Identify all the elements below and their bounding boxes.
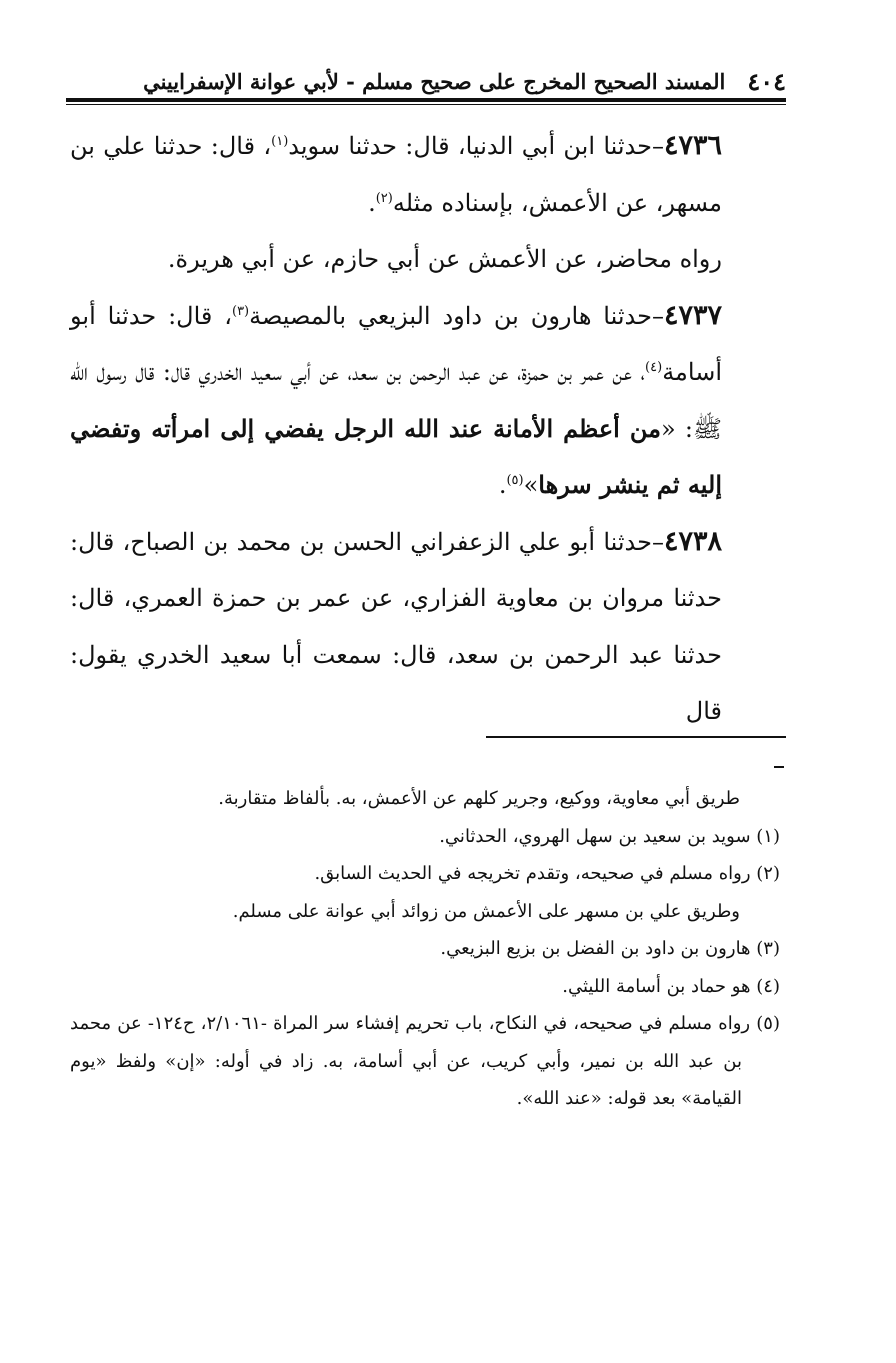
hadith-text: حدثنا هارون بن داود البزيعي بالمصيصة <box>249 301 652 330</box>
hadith-number: ٤٧٣٦ <box>663 130 722 161</box>
footnote-4: (٤) هو حماد بن أسامة الليثي. <box>562 975 780 997</box>
running-title: المسند الصحيح المخرج على صحيح مسلم - لأبي عوانة الإسفراييني <box>143 68 726 94</box>
footnote-marker: (٣) <box>231 303 250 319</box>
continuation-dash <box>774 766 784 768</box>
footnote-3: (٣) هارون بن داود بن الفضل بن بزيع البزيعي. <box>440 938 780 959</box>
footnote-separator <box>486 736 786 738</box>
main-text <box>70 118 780 740</box>
hadith-text: ، قال: حدثنا أبو أسامة <box>70 301 722 386</box>
hadith-number: ٤٧٣٨ <box>663 525 722 557</box>
hadith-text: حدثنا ابن أبي الدنيا، قال: حدثنا سويد <box>288 132 652 160</box>
hadith-text: حدثنا أبو علي الزعفراني الحسن بن محمد بن الصباح، قال: حدثنا مروان بن معاوية الفزاري، عن عمر بن حمزة العمري، قال: حدثنا عبد الرحمن بن سعد، قال: سمعت أبا سعيد الخدري يقول: قال <box>70 527 722 725</box>
footnote-1: (١) سويد بن سعيد بن سهل الهروي، الحدثاني. <box>439 825 780 847</box>
hadith-text: ، عن عمر بن حمزة، عن عبد الرحمن بن سعد، عن أبي سعيد الخدري قال: قال رسول الله ﷺ: « <box>70 358 722 443</box>
hadith-4737: ٤٧٣٧–حدثنا هارون بن داود البزيعي بالمصيصة$^{(٣)}$، قال: حدثنا أبو أسامة$^{(٤)}$، عن عمر بن حمزة، عن عبد الرحمن بن سعد، عن أبي سعيد الخدري قال: قال رسول الله ﷺ: «من أعظم الأمانة عند الله الرجل يفضي إلى امرأته وتفضي إليه ثم ينشر سرها»$^{(٥)}$. <box>70 299 722 499</box>
header-rule-thin <box>66 104 786 105</box>
page-number: ٤٠٤ <box>747 66 786 96</box>
hadith-4738: ٤٧٣٨–حدثنا أبو علي الزعفراني الحسن بن محمد بن الصباح، قال: حدثنا مروان بن معاوية الفزاري، عن عمر بن حمزة العمري، قال: حدثنا عبد الرحمن بن سعد، قال: سمعت أبا سعيد الخدري يقول: قال <box>70 525 722 725</box>
footnote-marker: (٥) <box>506 473 524 488</box>
footnote-marker: (٢) <box>375 190 393 206</box>
running-header <box>66 62 786 100</box>
footnote-marker: (١) <box>271 134 289 149</box>
prophetic-saying: من أعظم الأمانة عند الله الرجل يفضي إلى امرأته وتفضي إليه ثم ينشر سرها <box>70 413 722 499</box>
footnote-5: (٥) رواه مسلم في صحيحه، في النكاح، باب تحريم إفشاء سر المراة -٢/١٠٦١، ح١٢٤- عن محمد بن عبد الله بن نمير، وأبي كريب، عن أبي أسامة، به. زاد في أوله: «إن» ولفظ «يوم القيامة» بعد قوله: «عند الله». <box>70 1013 780 1109</box>
footnotes <box>70 780 780 1118</box>
footnote-marker: (٤) <box>645 360 663 375</box>
footnote-2: (٢) رواه مسلم في صحيحه، وتقدم تخريجه في الحديث السابق. <box>314 863 780 884</box>
hadith-number: ٤٧٣٧ <box>663 299 722 331</box>
footnote-2-continued: وطريق علي بن مسهر على الأعمش من زوائد أبي عوانة على مسلم. <box>232 900 740 922</box>
hadith-4736: ٤٧٣٦–حدثنا ابن أبي الدنيا، قال: حدثنا سويد$^{(١)}$، قال: حدثنا علي بن مسهر، عن الأعمش، بإسناده مثله$^{(٢)}$. <box>70 130 722 217</box>
hadith-text: . <box>368 188 376 217</box>
hadith-text: ، قال: حدثنا علي بن مسهر، عن الأعمش، بإسناده مثله <box>70 132 722 217</box>
footnote-continued: طريق أبي معاوية، ووكيع، وجرير كلهم عن الأعمش، به. بألفاظ متقاربة. <box>218 788 740 809</box>
riwaya-note: رواه محاضر، عن الأعمش عن أبي حازم، عن أبي هريرة. <box>167 245 722 273</box>
hadith-text: . <box>498 471 507 499</box>
hadith-text: » <box>523 471 539 499</box>
header-rule-thick <box>66 98 786 102</box>
